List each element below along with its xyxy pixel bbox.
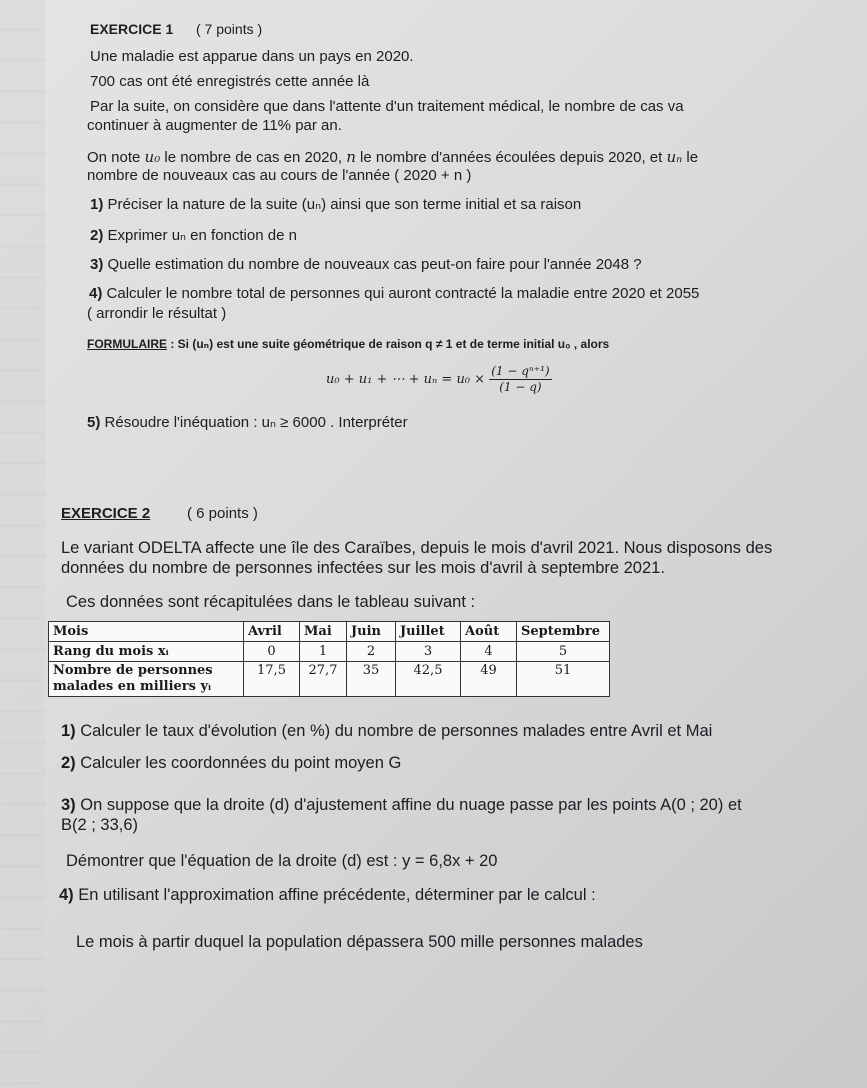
rank-cell: 3: [396, 642, 461, 662]
ex1-question-5: [87, 414, 408, 432]
exercise-1-points: ( 7 points ): [196, 21, 263, 37]
table-row-rank: [49, 642, 610, 662]
row-label-line: malades en milliers yᵢ: [53, 679, 212, 694]
ex1-question-4b: ( arrondir le résultat ): [87, 305, 227, 322]
text-fragment: On note: [87, 149, 141, 166]
question-text: Préciser la nature de la suite (uₙ) ainsi que son terme initial et sa raison: [107, 196, 582, 213]
ex1-question-1: [90, 196, 581, 214]
text-fragment: le: [686, 149, 699, 166]
page-edge-shadow: [0, 0, 45, 1088]
question-text: Calculer les coordonnées du point moyen G: [80, 754, 402, 772]
formula-fraction: [489, 364, 551, 395]
month-cell: Juillet: [396, 622, 461, 642]
rank-cell: 1: [300, 642, 347, 662]
data-table: [48, 621, 610, 697]
question-text: Quelle estimation du nombre de nouveaux cas peut-on faire pour l'année 2048 ?: [107, 256, 642, 273]
ex2-question-4: [59, 885, 596, 905]
ex2-question-2: [61, 753, 401, 773]
rank-cell: 2: [347, 642, 396, 662]
ex1-question-3: [90, 256, 642, 274]
question-text: Calculer le nombre total de personnes qui auront contracté la maladie entre 2020 et 2055: [106, 285, 700, 302]
math-u0: u₀: [144, 148, 161, 166]
formulaire-label: FORMULAIRE: [87, 337, 167, 351]
table-row-months: [49, 622, 610, 642]
value-cell: 42,5: [396, 662, 461, 697]
question-number: 2): [61, 754, 76, 772]
rank-cell: 0: [244, 642, 300, 662]
row-label-rang: Rang du mois xᵢ: [49, 642, 244, 662]
rank-cell: 4: [461, 642, 517, 662]
ex1-paragraph-4b: nombre de nouveaux cas au cours de l'année ( 2020 + n ): [87, 167, 472, 184]
rank-cell: 5: [517, 642, 610, 662]
question-text: Calculer le taux d'évolution (en %) du nombre de personnes malades entre Avril et Mai: [80, 722, 713, 740]
ex2-paragraph-1a: Le variant ODELTA affecte une île des Caraïbes, depuis le mois d'avril 2021. Nous disposons des: [61, 539, 773, 557]
ex1-question-4: [89, 285, 699, 303]
ex2-question-1: [61, 721, 712, 741]
row-label-mois: Mois: [49, 622, 244, 642]
question-number: 2): [90, 227, 104, 244]
formula-left: u₀ + u₁ + ⋯ + uₙ = u₀ ×: [326, 372, 486, 387]
ex1-paragraph-4a: [87, 148, 698, 167]
question-number: 1): [90, 196, 104, 213]
value-cell: 49: [461, 662, 517, 697]
ex1-paragraph-2: 700 cas ont été enregistrés cette année là: [90, 73, 370, 90]
question-number: 3): [90, 256, 104, 273]
ex2-question-3b: B(2 ; 33,6): [61, 816, 139, 834]
ex1-paragraph-1: Une maladie est apparue dans un pays en 2020.: [90, 48, 414, 65]
ex2-question-4b: Le mois à partir duquel la population dépassera 500 mille personnes malades: [76, 933, 643, 951]
question-number: 5): [87, 414, 101, 431]
month-cell: Avril: [244, 622, 300, 642]
month-cell: Septembre: [517, 622, 610, 642]
question-number: 3): [61, 796, 76, 814]
exercise-1-title: EXERCICE 1: [90, 21, 174, 37]
math-n: n: [346, 148, 356, 166]
formulaire-text: : Si (uₙ) est une suite géométrique de raison q ≠ 1 et de terme initial u₀ , alors: [170, 337, 610, 351]
row-label-nombre: [49, 662, 244, 697]
row-label-line: Nombre de personnes: [53, 663, 213, 678]
ex2-question-3c: Démontrer que l'équation de la droite (d) est : y = 6,8x + 20: [66, 852, 498, 870]
exercise-2-points: ( 6 points ): [187, 505, 258, 522]
formulaire-line: [87, 335, 609, 353]
value-cell: 35: [347, 662, 396, 697]
question-text: Résoudre l'inéquation : uₙ ≥ 6000 . Interpréter: [104, 414, 408, 431]
month-cell: Juin: [347, 622, 396, 642]
table-row-values: [49, 662, 610, 697]
value-cell: 27,7: [300, 662, 347, 697]
question-text: En utilisant l'approximation affine précédente, déterminer par le calcul :: [78, 886, 596, 904]
ex2-paragraph-2: Ces données sont récapitulées dans le tableau suivant :: [66, 593, 476, 611]
exercise-2-title: EXERCICE 2: [61, 505, 151, 522]
ex1-paragraph-3a: Par la suite, on considère que dans l'attente d'un traitement médical, le nombre de cas va: [90, 98, 684, 115]
month-cell: Mai: [300, 622, 347, 642]
geometric-sum-formula: [326, 364, 552, 395]
text-fragment: le nombre d'années écoulées depuis 2020, et: [360, 149, 663, 166]
value-cell: 51: [517, 662, 610, 697]
ex2-question-3: [61, 795, 742, 815]
question-text: Exprimer uₙ en fonction de n: [107, 227, 297, 244]
question-number: 4): [89, 285, 103, 302]
ex1-paragraph-3b: continuer à augmenter de 11% par an.: [87, 117, 342, 134]
fraction-numerator: (1 − qⁿ⁺¹): [491, 364, 550, 378]
month-cell: Août: [461, 622, 517, 642]
question-text: On suppose que la droite (d) d'ajustement affine du nuage passe par les points A(0 ; 20) et: [80, 796, 742, 814]
question-number: 4): [59, 886, 74, 904]
question-number: 1): [61, 722, 76, 740]
ex1-question-2: [90, 227, 297, 245]
fraction-denominator: (1 − q): [499, 380, 542, 394]
math-un: uₙ: [666, 148, 683, 166]
value-cell: 17,5: [244, 662, 300, 697]
ex2-paragraph-1b: données du nombre de personnes infectées sur les mois d'avril à septembre 2021.: [61, 559, 665, 577]
text-fragment: le nombre de cas en 2020,: [164, 149, 343, 166]
